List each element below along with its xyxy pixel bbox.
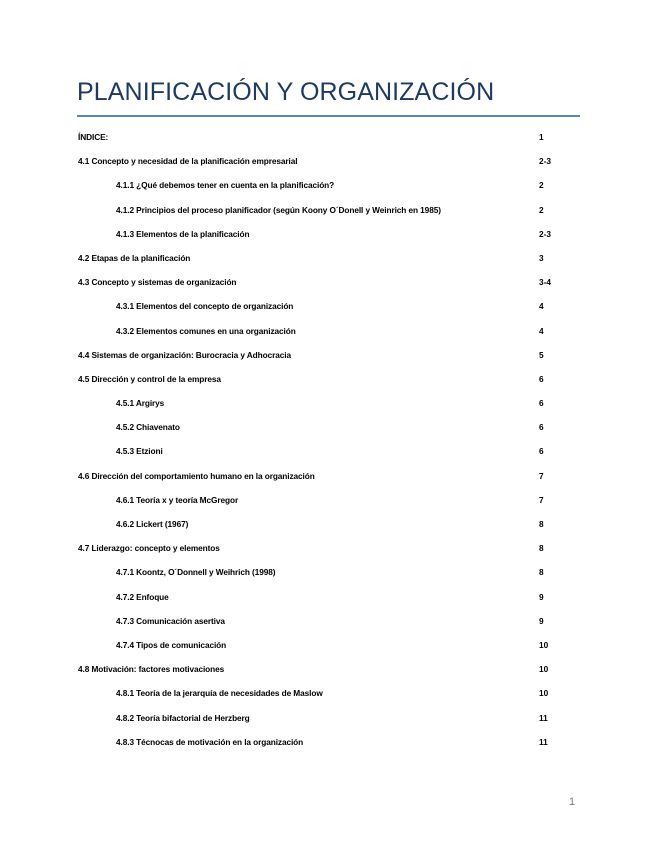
toc-entry-label: 4.5 Dirección y control de la empresa xyxy=(78,373,221,384)
toc-entry-page: 10 xyxy=(539,688,549,699)
toc-entry-label: 4.3.1 Elementos del concepto de organización xyxy=(116,301,294,312)
toc-entry-label: 4.7 Liderazgo: concepto y elementos xyxy=(78,543,220,554)
toc-entry-label: 4.8.3 Técnocas de motivación en la organización xyxy=(116,736,304,747)
toc-entry-label: 4.5.2 Chiavenato xyxy=(116,422,180,433)
toc-entry-page: 4 xyxy=(539,301,544,312)
toc-entry-page: 8 xyxy=(539,543,544,554)
toc-entry-label: 4.1.3 Elementos de la planificación xyxy=(116,228,250,239)
toc-entry[interactable] xyxy=(0,249,655,273)
toc-entry[interactable] xyxy=(0,442,655,466)
toc-entry-label: 4.6.1 Teoría x y teoría McGregor xyxy=(116,494,239,505)
toc-entry-page: 3 xyxy=(539,252,544,263)
toc-entry-page: 10 xyxy=(539,639,549,650)
table-of-contents xyxy=(0,128,655,757)
toc-entry-label: 4.1.2 Principios del proceso planificador (según Koony O´Donell y Weinrich en 1985) xyxy=(116,204,441,215)
toc-entry[interactable] xyxy=(0,225,655,249)
toc-entry-page: 3-4 xyxy=(539,277,551,288)
toc-entry-label: 4.7.4 Tipos de comunicación xyxy=(116,639,227,650)
toc-entry[interactable] xyxy=(0,515,655,539)
toc-entry[interactable] xyxy=(0,636,655,660)
toc-entry[interactable] xyxy=(0,491,655,515)
toc-entry[interactable] xyxy=(0,322,655,346)
toc-entry[interactable] xyxy=(0,709,655,733)
toc-entry[interactable] xyxy=(0,128,655,152)
toc-entry-page: 7 xyxy=(539,494,544,505)
toc-entry[interactable] xyxy=(0,201,655,225)
toc-entry-page: 7 xyxy=(539,470,544,481)
document-title: PLANIFICACIÓN Y ORGANIZACIÓN xyxy=(77,78,495,106)
toc-entry-label: 4.7.1 Koontz, O´Donnell y Weihrich (1998) xyxy=(116,567,276,578)
toc-entry-page: 11 xyxy=(539,736,548,747)
toc-entry[interactable] xyxy=(0,660,655,684)
toc-entry[interactable] xyxy=(0,176,655,200)
toc-entry-label: 4.5.1 Argirys xyxy=(116,398,165,409)
toc-entry-page: 2 xyxy=(539,180,544,191)
toc-entry[interactable] xyxy=(0,612,655,636)
toc-entry-page: 8 xyxy=(539,567,544,578)
toc-entry-page: 9 xyxy=(539,615,544,626)
toc-entry-label: 4.2 Etapas de la planificación xyxy=(78,252,191,263)
toc-entry[interactable] xyxy=(0,370,655,394)
toc-entry-page: 11 xyxy=(539,712,548,723)
toc-entry-page: 2-3 xyxy=(539,228,551,239)
toc-entry[interactable] xyxy=(0,467,655,491)
toc-entry-label: 4.5.3 Etzioni xyxy=(116,446,163,457)
toc-entry[interactable] xyxy=(0,684,655,708)
toc-entry-label: 4.7.3 Comunicación asertiva xyxy=(116,615,225,626)
toc-entry-label: 4.3 Concepto y sistemas de organización xyxy=(78,277,237,288)
toc-entry-page: 9 xyxy=(539,591,544,602)
toc-entry-label: 4.4 Sistemas de organización: Burocracia y Adhocracia xyxy=(78,349,291,360)
toc-entry-page: 6 xyxy=(539,398,544,409)
toc-entry-page: 10 xyxy=(539,664,549,675)
toc-entry-label: 4.8.2 Teoría bifactorial de Herzberg xyxy=(116,712,250,723)
toc-entry-label: 4.1 Concepto y necesidad de la planificación empresarial xyxy=(78,156,298,167)
toc-entry-label: 4.3.2 Elementos comunes en una organización xyxy=(116,325,296,336)
toc-entry-label: 4.1.1 ¿Qué debemos tener en cuenta en la planificación? xyxy=(116,180,335,191)
toc-entry-page: 2 xyxy=(539,204,544,215)
toc-entry-label: 4.6.2 Lickert (1967) xyxy=(116,519,189,529)
title-underline xyxy=(77,115,580,117)
toc-entry-label: 4.7.2 Enfoque xyxy=(116,591,169,602)
toc-entry-page: 4 xyxy=(539,325,544,336)
toc-entry-page: 2-3 xyxy=(539,156,551,167)
toc-entry[interactable] xyxy=(0,152,655,176)
toc-entry[interactable] xyxy=(0,539,655,563)
toc-entry[interactable] xyxy=(0,297,655,321)
page-number: 1 xyxy=(569,796,576,808)
toc-entry-page: 6 xyxy=(539,446,544,457)
toc-entry[interactable] xyxy=(0,273,655,297)
toc-entry-page: 1 xyxy=(539,132,544,142)
toc-entry-label: 4.8.1 Teoría de la jerarquía de necesidades de Maslow xyxy=(116,688,323,699)
toc-entry-label: 4.6 Dirección del comportamiento humano en la organización xyxy=(78,470,315,481)
toc-entry-label: 4.8 Motivación: factores motivaciones xyxy=(78,664,225,675)
toc-entry-page: 6 xyxy=(539,422,544,433)
toc-entry-page: 6 xyxy=(539,373,544,384)
toc-entry[interactable] xyxy=(0,346,655,370)
toc-entry[interactable] xyxy=(0,418,655,442)
toc-entry[interactable] xyxy=(0,563,655,587)
toc-entry[interactable] xyxy=(0,588,655,612)
toc-entry-page: 8 xyxy=(539,519,544,529)
toc-entry-label: ÍNDICE: xyxy=(78,132,109,142)
toc-entry[interactable] xyxy=(0,733,655,757)
toc-entry[interactable] xyxy=(0,394,655,418)
toc-entry-page: 5 xyxy=(539,349,544,360)
